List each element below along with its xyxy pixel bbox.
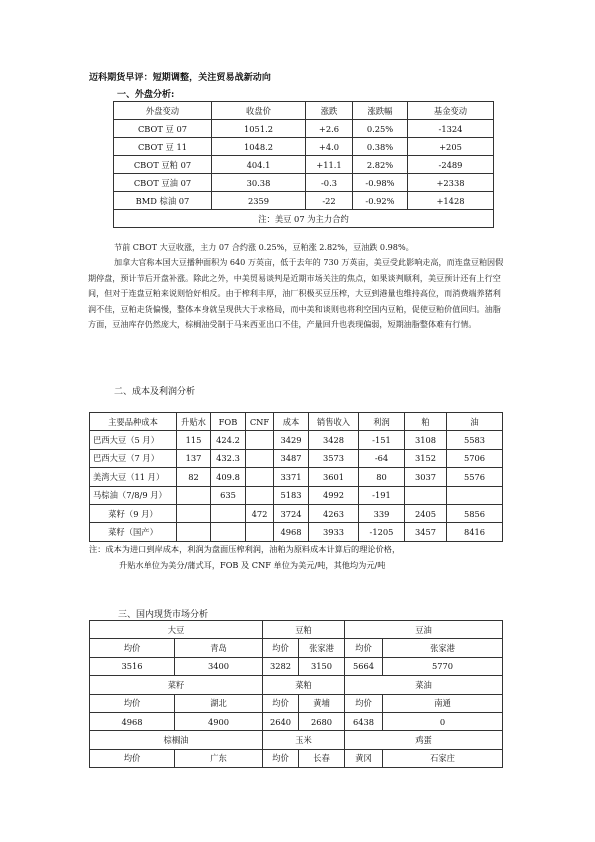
paragraph-summary: 节前 CBOT 大豆收涨，主力 07 合约涨 0.25%，豆粕涨 2.82%，豆油跌 0.98%。 <box>114 242 414 252</box>
table-cell: 张家港 <box>383 639 503 657</box>
table-row <box>90 639 503 657</box>
table-cell: 湖北 <box>175 694 263 712</box>
table-cell: 3724 <box>274 504 309 522</box>
table-cell: 马棕油（7/8/9 月） <box>90 486 177 504</box>
table-cell: 均价 <box>90 694 175 712</box>
table-cell: 均价 <box>263 639 299 657</box>
commodity-label: 豆粕 <box>263 621 345 639</box>
table-cell: 0 <box>383 712 503 730</box>
table-cell: 339 <box>359 504 405 522</box>
table-cell: -151 <box>359 431 405 449</box>
table-row <box>90 431 503 449</box>
table-cell <box>211 523 246 541</box>
table-row <box>90 712 503 730</box>
table-cell <box>447 486 503 504</box>
note-line: 升贴水单位为美分/蒲式耳，FOB 及 CNF 单位为美元/吨，其他均为元/吨 <box>119 560 386 570</box>
table-row <box>90 749 503 767</box>
table-cell: -191 <box>359 486 405 504</box>
header-cell: 基金变动 <box>408 102 494 120</box>
table-row <box>90 657 503 675</box>
table-cell: 巴西大豆（5 月） <box>90 431 177 449</box>
table-row <box>90 676 503 694</box>
table-cell <box>246 523 274 541</box>
table-cell: 张家港 <box>299 639 345 657</box>
report-title: 迈科期货早评：短期调整，关注贸易战新动向 <box>89 73 272 83</box>
table-cell: 广东 <box>175 749 263 767</box>
table-cell: -1324 <box>408 120 494 138</box>
table-cell: -0.3 <box>306 174 353 192</box>
table-cell: 美湾大豆（11 月） <box>90 468 177 486</box>
table-cell: 石家庄 <box>383 749 503 767</box>
table-cell: 5770 <box>383 657 503 675</box>
table-cell: 2640 <box>263 712 299 730</box>
note-line: 注：成本为进口到岸成本，利润为盘面压榨利润，油粕为原料成本计算后的理论价格， <box>89 544 401 554</box>
table-cell: 3108 <box>405 431 447 449</box>
table-cell: 6438 <box>345 712 383 730</box>
commodity-label: 鸡蛋 <box>345 731 503 749</box>
table-row <box>90 694 503 712</box>
table-row <box>114 192 494 210</box>
commodity-label: 菜粕 <box>263 676 345 694</box>
table-cell <box>246 486 274 504</box>
table-cell: 菜籽（国产） <box>90 523 177 541</box>
table-cell: 424.2 <box>211 431 246 449</box>
table-cell: 均价 <box>90 749 175 767</box>
table-cell: 黄冈 <box>345 749 383 767</box>
table-header-row <box>90 413 503 431</box>
commodity-label: 棕榈油 <box>90 731 263 749</box>
header-cell: 销售收入 <box>309 413 359 431</box>
table-row <box>90 468 503 486</box>
header-cell: 外盘变动 <box>114 102 212 120</box>
table-cell: CBOT 豆油 07 <box>114 174 212 192</box>
table-cell: 均价 <box>345 639 383 657</box>
table-cell: 404.1 <box>212 156 306 174</box>
table-cell: 4968 <box>90 712 175 730</box>
header-cell: 利润 <box>359 413 405 431</box>
table-cell: 82 <box>177 468 211 486</box>
table-cell: 1048.2 <box>212 138 306 156</box>
table-cell: 3428 <box>309 431 359 449</box>
table-cell: -64 <box>359 449 405 467</box>
header-cell: 主要品种成本 <box>90 413 177 431</box>
header-cell: FOB <box>211 413 246 431</box>
foreign-market-table <box>113 101 494 228</box>
table-cell: 4263 <box>309 504 359 522</box>
table-cell <box>405 486 447 504</box>
header-cell: 涨跌 <box>306 102 353 120</box>
table-cell: -0.92% <box>353 192 408 210</box>
table-row <box>114 174 494 192</box>
table-cell: 472 <box>246 504 274 522</box>
table-cell: 5856 <box>447 504 503 522</box>
section-3-title: 三、国内现货市场分析 <box>118 610 209 620</box>
table-row <box>114 138 494 156</box>
table-cell: 0.25% <box>353 120 408 138</box>
table-note: 注：美豆 07 为主力合约 <box>114 210 494 228</box>
table-cell: +11.1 <box>306 156 353 174</box>
table-cell: 115 <box>177 431 211 449</box>
table-cell: 3573 <box>309 449 359 467</box>
table-cell: 635 <box>211 486 246 504</box>
table-cell: 3371 <box>274 468 309 486</box>
table-cell: 3429 <box>274 431 309 449</box>
table-cell: 南通 <box>383 694 503 712</box>
table-cell: -2489 <box>408 156 494 174</box>
table-row <box>90 449 503 467</box>
table-cell: 黄埔 <box>299 694 345 712</box>
table-cell: 5576 <box>447 468 503 486</box>
section-1-title: 一、外盘分析: <box>117 90 175 100</box>
header-cell: 油 <box>447 413 503 431</box>
table-cell: +4.0 <box>306 138 353 156</box>
table-cell: 菜籽（9 月） <box>90 504 177 522</box>
table-cell: +2338 <box>408 174 494 192</box>
table-cell: 均价 <box>263 694 299 712</box>
table-row <box>90 486 503 504</box>
header-cell: 粕 <box>405 413 447 431</box>
table-note-row <box>114 210 494 228</box>
table-cell: 2680 <box>299 712 345 730</box>
table-cell: 80 <box>359 468 405 486</box>
table-cell: CBOT 豆 07 <box>114 120 212 138</box>
table-cell: 3516 <box>90 657 175 675</box>
paragraph-analysis: 加拿大官称本国大豆播种面积为 640 万英亩，低于去年的 730 万英亩，美豆受此影响走高，而连盘豆粕因假期停盘，预计节后开盘补涨。除此之外，中美贸易谈判是近期市场关注的焦点，如果谈判顺利，美豆预计还有上行空间，但对于连盘豆粕来说则恰好相反。由于榨利丰厚，油厂积极买豆压榨，大豆到港量也维持高位，而消费端养猪利润不佳，豆粕走货偏慢，整体本身就呈现供大于求格局，而中美和谈则也将利空国内豆粕，促使豆粕价值回归。油脂方面，豆油库存仍然庞大，棕榈油受制于马来西亚出口不佳，产量回升也表现偏弱，短期油脂整体难有行情。 <box>88 257 504 329</box>
table-cell: BMD 棕油 07 <box>114 192 212 210</box>
table-row <box>114 120 494 138</box>
table-cell: -1205 <box>359 523 405 541</box>
table-cell: 8416 <box>447 523 503 541</box>
table-cell: 3487 <box>274 449 309 467</box>
table-cell <box>177 504 211 522</box>
header-cell: 涨跌幅 <box>353 102 408 120</box>
table-cell: 4992 <box>309 486 359 504</box>
table-cell: 长春 <box>299 749 345 767</box>
table-cell: 5706 <box>447 449 503 467</box>
table-cell: 巴西大豆（7 月） <box>90 449 177 467</box>
table-row <box>90 621 503 639</box>
section-2-title: 二、成本及利润分析 <box>114 387 196 397</box>
table-cell: 3150 <box>299 657 345 675</box>
table-cell: 3933 <box>309 523 359 541</box>
table-cell: 137 <box>177 449 211 467</box>
cost-profit-table <box>89 412 503 542</box>
table-row <box>90 523 503 541</box>
header-cell: 升贴水 <box>177 413 211 431</box>
table-cell: +205 <box>408 138 494 156</box>
table-cell <box>246 431 274 449</box>
table-cell: 3400 <box>175 657 263 675</box>
table-cell: CBOT 豆 11 <box>114 138 212 156</box>
table-cell: 2.82% <box>353 156 408 174</box>
header-cell: CNF <box>246 413 274 431</box>
table-cell: 均价 <box>263 749 299 767</box>
table-header-row <box>114 102 494 120</box>
table-cell: 5664 <box>345 657 383 675</box>
table-cell <box>211 504 246 522</box>
table-cell: +1428 <box>408 192 494 210</box>
table-cell: 均价 <box>90 639 175 657</box>
table-cell: 4968 <box>274 523 309 541</box>
table-cell: 30.38 <box>212 174 306 192</box>
header-cell: 收盘价 <box>212 102 306 120</box>
table-cell: CBOT 豆粕 07 <box>114 156 212 174</box>
table-cell: 3152 <box>405 449 447 467</box>
table-cell: 409.8 <box>211 468 246 486</box>
table-cell: -0.98% <box>353 174 408 192</box>
table-cell: 3457 <box>405 523 447 541</box>
table-cell: 432.3 <box>211 449 246 467</box>
cost-table-note <box>89 541 504 573</box>
table-cell: 2359 <box>212 192 306 210</box>
table-cell: 1051.2 <box>212 120 306 138</box>
table-row <box>90 504 503 522</box>
table-cell: -22 <box>306 192 353 210</box>
table-cell: 0.38% <box>353 138 408 156</box>
table-cell: +2.6 <box>306 120 353 138</box>
spot-market-table <box>89 620 503 768</box>
table-cell <box>246 449 274 467</box>
table-row <box>90 731 503 749</box>
table-cell: 2405 <box>405 504 447 522</box>
commodity-label: 豆油 <box>345 621 503 639</box>
table-cell: 均价 <box>345 694 383 712</box>
commodity-label: 菜油 <box>345 676 503 694</box>
commodity-label: 玉米 <box>263 731 345 749</box>
table-cell: 5183 <box>274 486 309 504</box>
commodity-label: 菜籽 <box>90 676 263 694</box>
table-cell: 5583 <box>447 431 503 449</box>
table-cell: 3282 <box>263 657 299 675</box>
table-cell <box>246 468 274 486</box>
table-cell: 3037 <box>405 468 447 486</box>
table-cell: 3601 <box>309 468 359 486</box>
table-row <box>114 156 494 174</box>
header-cell: 成本 <box>274 413 309 431</box>
table-cell <box>177 523 211 541</box>
table-cell: 4900 <box>175 712 263 730</box>
table-cell <box>177 486 211 504</box>
table-cell: 青岛 <box>175 639 263 657</box>
commodity-label: 大豆 <box>90 621 263 639</box>
